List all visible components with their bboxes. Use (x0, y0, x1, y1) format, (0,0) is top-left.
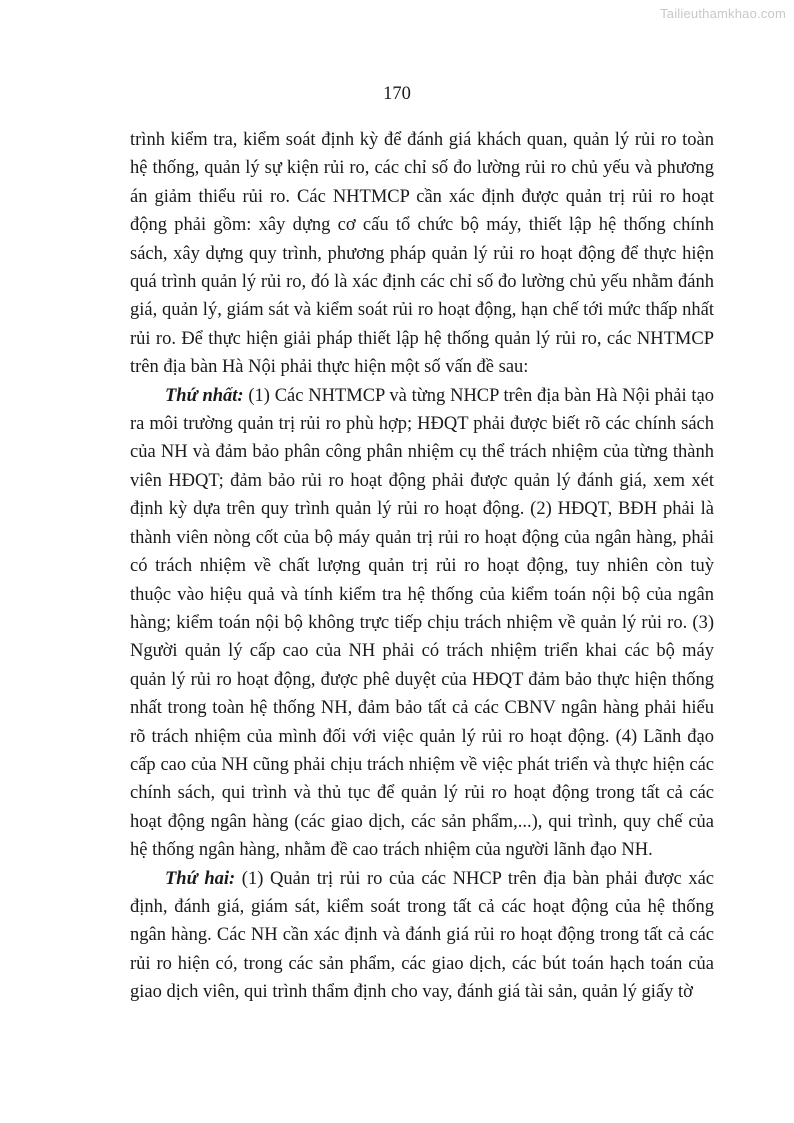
page-number: 170 (383, 84, 411, 104)
paragraph-3 (130, 865, 714, 1007)
watermark-text: Tailieuthamkhao.com (660, 6, 786, 21)
paragraph-2-text: (1) Các NHTMCP và từng NHCP trên địa bàn Hà Nội phải tạo ra môi trường quản trị rủi ro phù hợp; HĐQT phải được biết rõ các chính sách của NH và đảm bảo phân công phân nhiệm cụ thể trách nhiệm của từng thành viên HĐQT; đảm bảo rủi ro hoạt động phải được quản lý đánh giá, xem xét định kỳ dựa trên quy trình quản lý rủi ro hoạt động. (2) HĐQT, BĐH phải là thành viên nòng cốt của bộ máy quản trị rủi ro hoạt động của ngân hàng, phải có trách nhiệm về chất lượng quản trị rủi ro hoạt động, tuy nhiên còn tuỳ thuộc vào hiệu quả và tính kiểm tra hệ thống của kiểm toán nội bộ của ngân hàng; kiểm toán nội bộ không trực tiếp chịu trách nhiệm về quản lý rủi ro. (3) Người quản lý cấp cao của NH phải có trách nhiệm triển khai các bộ máy quản lý rủi ro hoạt động, được phê duyệt của HĐQT đảm bảo thực hiện thống nhất trong toàn hệ thống NH, đảm bảo tất cả các CBNV ngân hàng phải hiểu rõ trách nhiệm của mình đối với việc quản lý rủi ro hoạt động. (4) Lãnh đạo cấp cao của NH cũng phải chịu trách nhiệm về việc phát triển và thực hiện các chính sách, qui trình và thủ tục để quản lý rủi ro hoạt động trong tất cả các hoạt động ngân hàng (các giao dịch, các sản phẩm,...), qui trình, quy chế của hệ thống ngân hàng, nhằm đề cao trách nhiệm của người lãnh đạo NH. (130, 385, 714, 861)
paragraph-3-label: Thứ hai: (165, 868, 236, 889)
paragraph-3-text: (1) Quản trị rủi ro của các NHCP trên địa bàn phải được xác định, đánh giá, giám sát, kiểm soát trong tất cả các hoạt động của hệ thống ngân hàng. Các NH cần xác định và đánh giá rủi ro hoạt động trong tất cả các rủi ro hiện có, trong các sản phẩm, các giao dịch, các bút toán hạch toán của giao dịch viên, qui trình thẩm định cho vay, đánh giá tài sản, quản lý giấy tờ (130, 868, 714, 1003)
paragraph-2-label: Thứ nhất: (165, 385, 244, 406)
document-body (130, 126, 714, 1007)
paragraph-1: trình kiểm tra, kiểm soát định kỳ để đánh giá khách quan, quản lý rủi ro toàn hệ thống, quản lý sự kiện rủi ro, các chỉ số đo lường rủi ro chủ yếu và phương án giảm thiểu rủi ro. Các NHTMCP cần xác định được quản trị rủi ro hoạt động phải gồm: xây dựng cơ cấu tổ chức bộ máy, thiết lập hệ thống chính sách, xây dựng quy trình, phương pháp quản lý rủi ro hoạt động để thực hiện quá trình quản lý rủi ro, đó là xác định các chỉ số đo lường chủ yếu nhằm đánh giá, quản lý, giám sát và kiểm soát rủi ro hoạt động, hạn chế tới mức thấp nhất rủi ro. Để thực hiện giải pháp thiết lập hệ thống quản lý rủi ro, các NHTMCP trên địa bàn Hà Nội phải thực hiện một số vấn đề sau: (130, 130, 714, 378)
paragraph-2 (130, 382, 714, 865)
